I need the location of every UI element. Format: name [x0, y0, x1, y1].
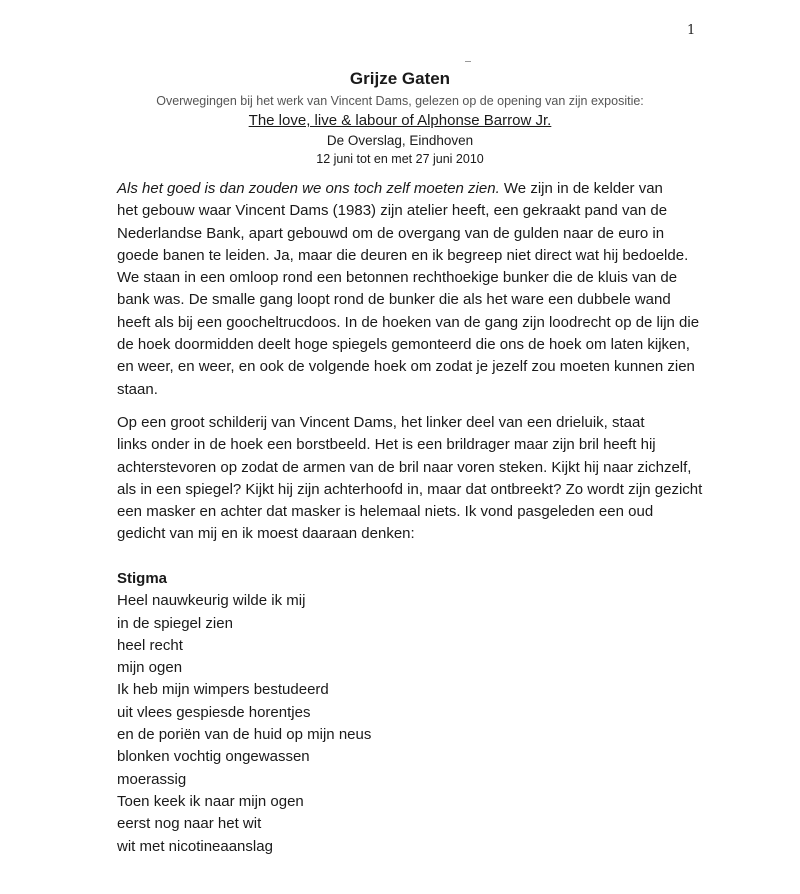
paragraph-1-line: staan. — [117, 380, 158, 398]
paragraph-1-line: en weer, en weer, en ook de volgende hoek om zodat je jezelf zou moeten kunnen zien — [117, 358, 695, 376]
document-header — [0, 68, 800, 168]
poem-line: wit met nicotineaanslag — [117, 837, 273, 855]
paragraph-1-line: heeft als bij een goocheltrucdoos. In de hoeken van de gang zijn loodrecht op de lijn die — [117, 313, 700, 331]
paragraph-1-line: het gebouw waar Vincent Dams (1983) zijn atelier heeft, een gekraakt pand van de — [117, 202, 668, 220]
paragraph-2 — [117, 412, 707, 546]
poem-line: blonken vochtig ongewassen — [117, 748, 310, 766]
document-title: Grijze Gaten — [349, 69, 451, 88]
poem-line: in de spiegel zien — [117, 614, 233, 632]
paragraph-1-line: We zijn in de kelder van — [499, 180, 663, 197]
poem-line: Ik heb mijn wimpers bestudeerd — [117, 681, 329, 699]
scan-speck — [465, 61, 471, 62]
poem-line: uit vlees gespiesde horentjes — [117, 703, 311, 721]
document-subtitle: Overwegingen bij het werk van Vincent Dams, gelezen op de opening van zijn expositie: — [156, 94, 644, 108]
paragraph-2-line: als in een spiegel? Kijkt hij zijn achterhoofd in, maar dat ontbreekt? Zo wordt zijn gezicht — [117, 480, 703, 498]
poem-line: Heel nauwkeurig wilde ik mij — [117, 592, 306, 610]
paragraph-2-line: links onder in de hoek een borstbeeld. Het is een brildrager maar zijn bril heeft hij — [117, 436, 656, 454]
paragraph-2-line: Op een groot schilderij van Vincent Dams, het linker deel van een drieluik, staat — [117, 413, 645, 431]
italic-lead: Als het goed is dan zouden we ons toch zelf moeten zien. — [117, 180, 500, 197]
poem-line: eerst nog naar het wit — [117, 815, 262, 833]
exhibition-title: The love, live & labour of Alphonse Barrow Jr. — [248, 112, 552, 129]
poem-line: Toen keek ik naar mijn ogen — [117, 792, 304, 810]
paragraph-1-line: goede banen te leiden. Ja, maar die deuren en ik begreep niet direct wat hij bedoelde. — [117, 246, 689, 264]
exhibition-dates: 12 juni tot en met 27 juni 2010 — [316, 152, 484, 166]
paragraph-1 — [117, 178, 707, 401]
paragraph-1-line: bank was. De smalle gang loopt rond de bunker die als het ware een dubbele wand — [117, 291, 671, 309]
poem — [117, 568, 371, 858]
page-number: 1 — [687, 23, 696, 38]
paragraph-2-line: een masker en achter dat masker is helemaal niets. Ik vond pasgeleden een oud — [117, 503, 654, 521]
poem-title: Stigma — [117, 570, 168, 587]
essay-body — [117, 178, 707, 546]
poem-line: mijn ogen — [117, 659, 183, 677]
paragraph-2-line: achterstevoren op zodat de armen van de bril naar voren steken. Kijkt hij naar zichzelf, — [117, 458, 692, 476]
paragraph-1-line: de hoek doormidden deelt hoge spiegels gemonteerd die ons de hoek om laten kijken, — [117, 336, 690, 354]
exhibition-venue: De Overslag, Eindhoven — [326, 133, 474, 148]
poem-line: moerassig — [117, 770, 187, 788]
paragraph-1-line: Nederlandse Bank, apart gebouwd om de overgang van de gulden naar de euro in — [117, 224, 665, 242]
poem-line: heel recht — [117, 636, 183, 654]
paragraph-1-line: We staan in een omloop rond een betonnen rechthoekige bunker die de kluis van de — [117, 269, 678, 287]
paragraph-2-line: gedicht van mij en ik moest daaraan denken: — [117, 525, 415, 543]
poem-line: en de poriën van de huid op mijn neus — [117, 726, 372, 744]
